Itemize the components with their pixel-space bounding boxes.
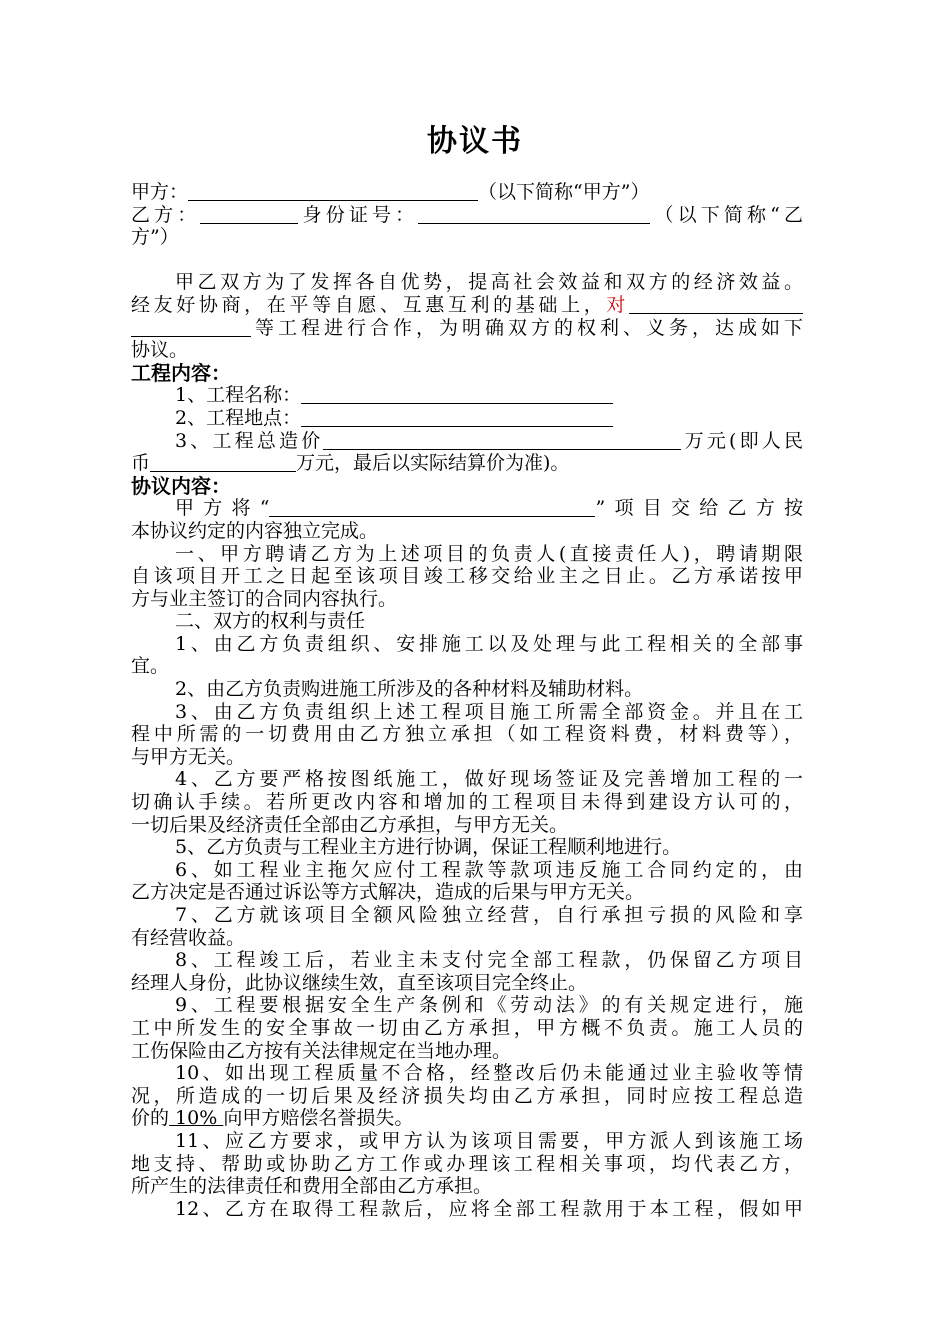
clause-8-line: 经理人身份，此协议继续生效，直至该项目完全终止。 [131,971,588,994]
document-body [131,181,803,1220]
clause-7: 7、乙方就该项目全额风险独立经营，自行承担亏损的风险和享 [175,904,803,926]
clause-6: 6、如工程业主拖欠应付工程款等款项违反施工合同约定的，由 [175,858,803,881]
project-section-heading: 工程内容： [131,360,231,385]
clause-3-line: 与甲方无关。 [131,745,246,768]
party-a-line: 甲方： （以下简称“甲方”） [131,181,650,203]
section-1-line: 方与业主签订的合同内容执行。 [131,587,398,610]
section-1: 一、甲方聘请乙方为上述项目的负责人(直接责任人)，聘请期限 [175,542,803,565]
clause-4-line: 一切后果及经济责任全部由乙方承担，与甲方无关。 [131,813,569,836]
total-cost-blank[interactable] [323,431,681,450]
document-title: 协议书 [427,124,523,159]
spacer [131,249,803,272]
assign-line: 甲方将“ ”项目交给乙方按 [175,497,803,520]
clause-9: 9、工程要根据安全生产条例和《劳动法》的有关规定进行，施 [175,994,803,1017]
highlighted-text: 对 [606,293,629,316]
penalty-percent: 10% [169,1107,224,1130]
assign-line-2: 本协议约定的内容独立完成。 [131,519,379,542]
project-location-line: 2、工程地点： [131,407,803,430]
agreement-section-heading: 协议内容： [131,473,231,498]
clause-9-line: 工中所发生的安全事故一切由乙方承担，甲方概不负责。施工人员的 [131,1016,803,1039]
clause-3-line: 程中所需的一切费用由乙方独立承担（如工程资料费，材料费等）， [131,723,803,746]
party-b-blank[interactable] [200,205,298,224]
clause-11-line: 地支持、帮助或协助乙方工作或办理该工程相关事项，均代表乙方， [131,1152,803,1175]
clause-1-line: 宜。 [131,655,170,678]
intro-line: 协议。 [131,339,189,362]
intro-paragraph: 甲乙双方为了发挥各自优势，提高社会效益和双方的经济效益。 [175,271,803,294]
party-b-line-2: 方”） [131,226,179,249]
project-blank[interactable] [629,295,803,314]
clause-10-line: 价的 10% 向甲方赔偿名誉损失。 [131,1107,414,1130]
id-number-blank[interactable] [418,205,650,224]
clause-4: 4、乙方要严格按图纸施工，做好现场签证及完善增加工程的一 [175,768,803,791]
clause-8: 8、工程竣工后，若业主未支付完全部工程款，仍保留乙方项目 [175,949,803,972]
intro-line: 经友好协商，在平等自愿、互惠互利的基础上，对 [131,294,803,317]
clause-10: 10、如出现工程质量不合格，经整改后仍未能通过业主验收等情 [175,1062,803,1085]
rmb-blank[interactable] [150,453,296,472]
clause-7-line: 有经营收益。 [131,926,246,949]
party-b-line: 乙方： 身份证号： （以下简称“乙 [131,203,803,226]
project-name-blank[interactable] [301,385,613,404]
clause-4-line: 切确认手续。若所更改内容和增加的工程项目未得到建设方认可的， [131,791,803,814]
project-cost-line: 3、工程总造价 万元(即人民 [175,429,803,452]
clause-11: 11、应乙方要求，或甲方认为该项目需要，甲方派人到该施工场 [175,1129,803,1152]
project-location-blank[interactable] [301,408,613,427]
project-cost-line-2: 币 万元，最后以实际结算价为准)。 [131,452,570,475]
project-name-line: 1、工程名称： [131,384,803,407]
intro-line: 等工程进行合作，为明确双方的权利、义务，达成如下 [131,317,803,340]
clause-1: 1、由乙方负责组织、安排施工以及处理与此工程相关的全部事 [175,632,803,655]
clause-10-line: 况，所造成的一切后果及经济损失均由乙方承担，同时应按工程总造 [131,1084,803,1107]
clause-9-line: 工伤保险由乙方按有关法律规定在当地办理。 [131,1039,512,1062]
project-blank-cont[interactable] [131,318,251,337]
assigned-project-blank[interactable] [269,498,595,517]
clause-3: 3、由乙方负责组织上述工程项目施工所需全部资金。并且在工 [175,700,803,723]
section-1-line: 自该项目开工之日起至该项目竣工移交给业主之日止。乙方承诺按甲 [131,565,803,588]
clause-12: 12、乙方在取得工程款后，应将全部工程款用于本工程，假如甲 [175,1197,803,1220]
section-2-heading: 二、双方的权利与责任 [175,610,366,633]
clause-2: 2、由乙方负责购进施工所涉及的各种材料及辅助材料。 [175,678,644,701]
clause-5: 5、乙方负责与工程业主方进行协调，保证工程顺利地进行。 [175,836,682,859]
party-a-blank[interactable] [188,182,478,201]
clause-6-line: 乙方决定是否通过诉讼等方式解决，造成的后果与甲方无关。 [131,881,645,904]
clause-11-line: 所产生的法律责任和费用全部由乙方承担。 [131,1175,493,1198]
